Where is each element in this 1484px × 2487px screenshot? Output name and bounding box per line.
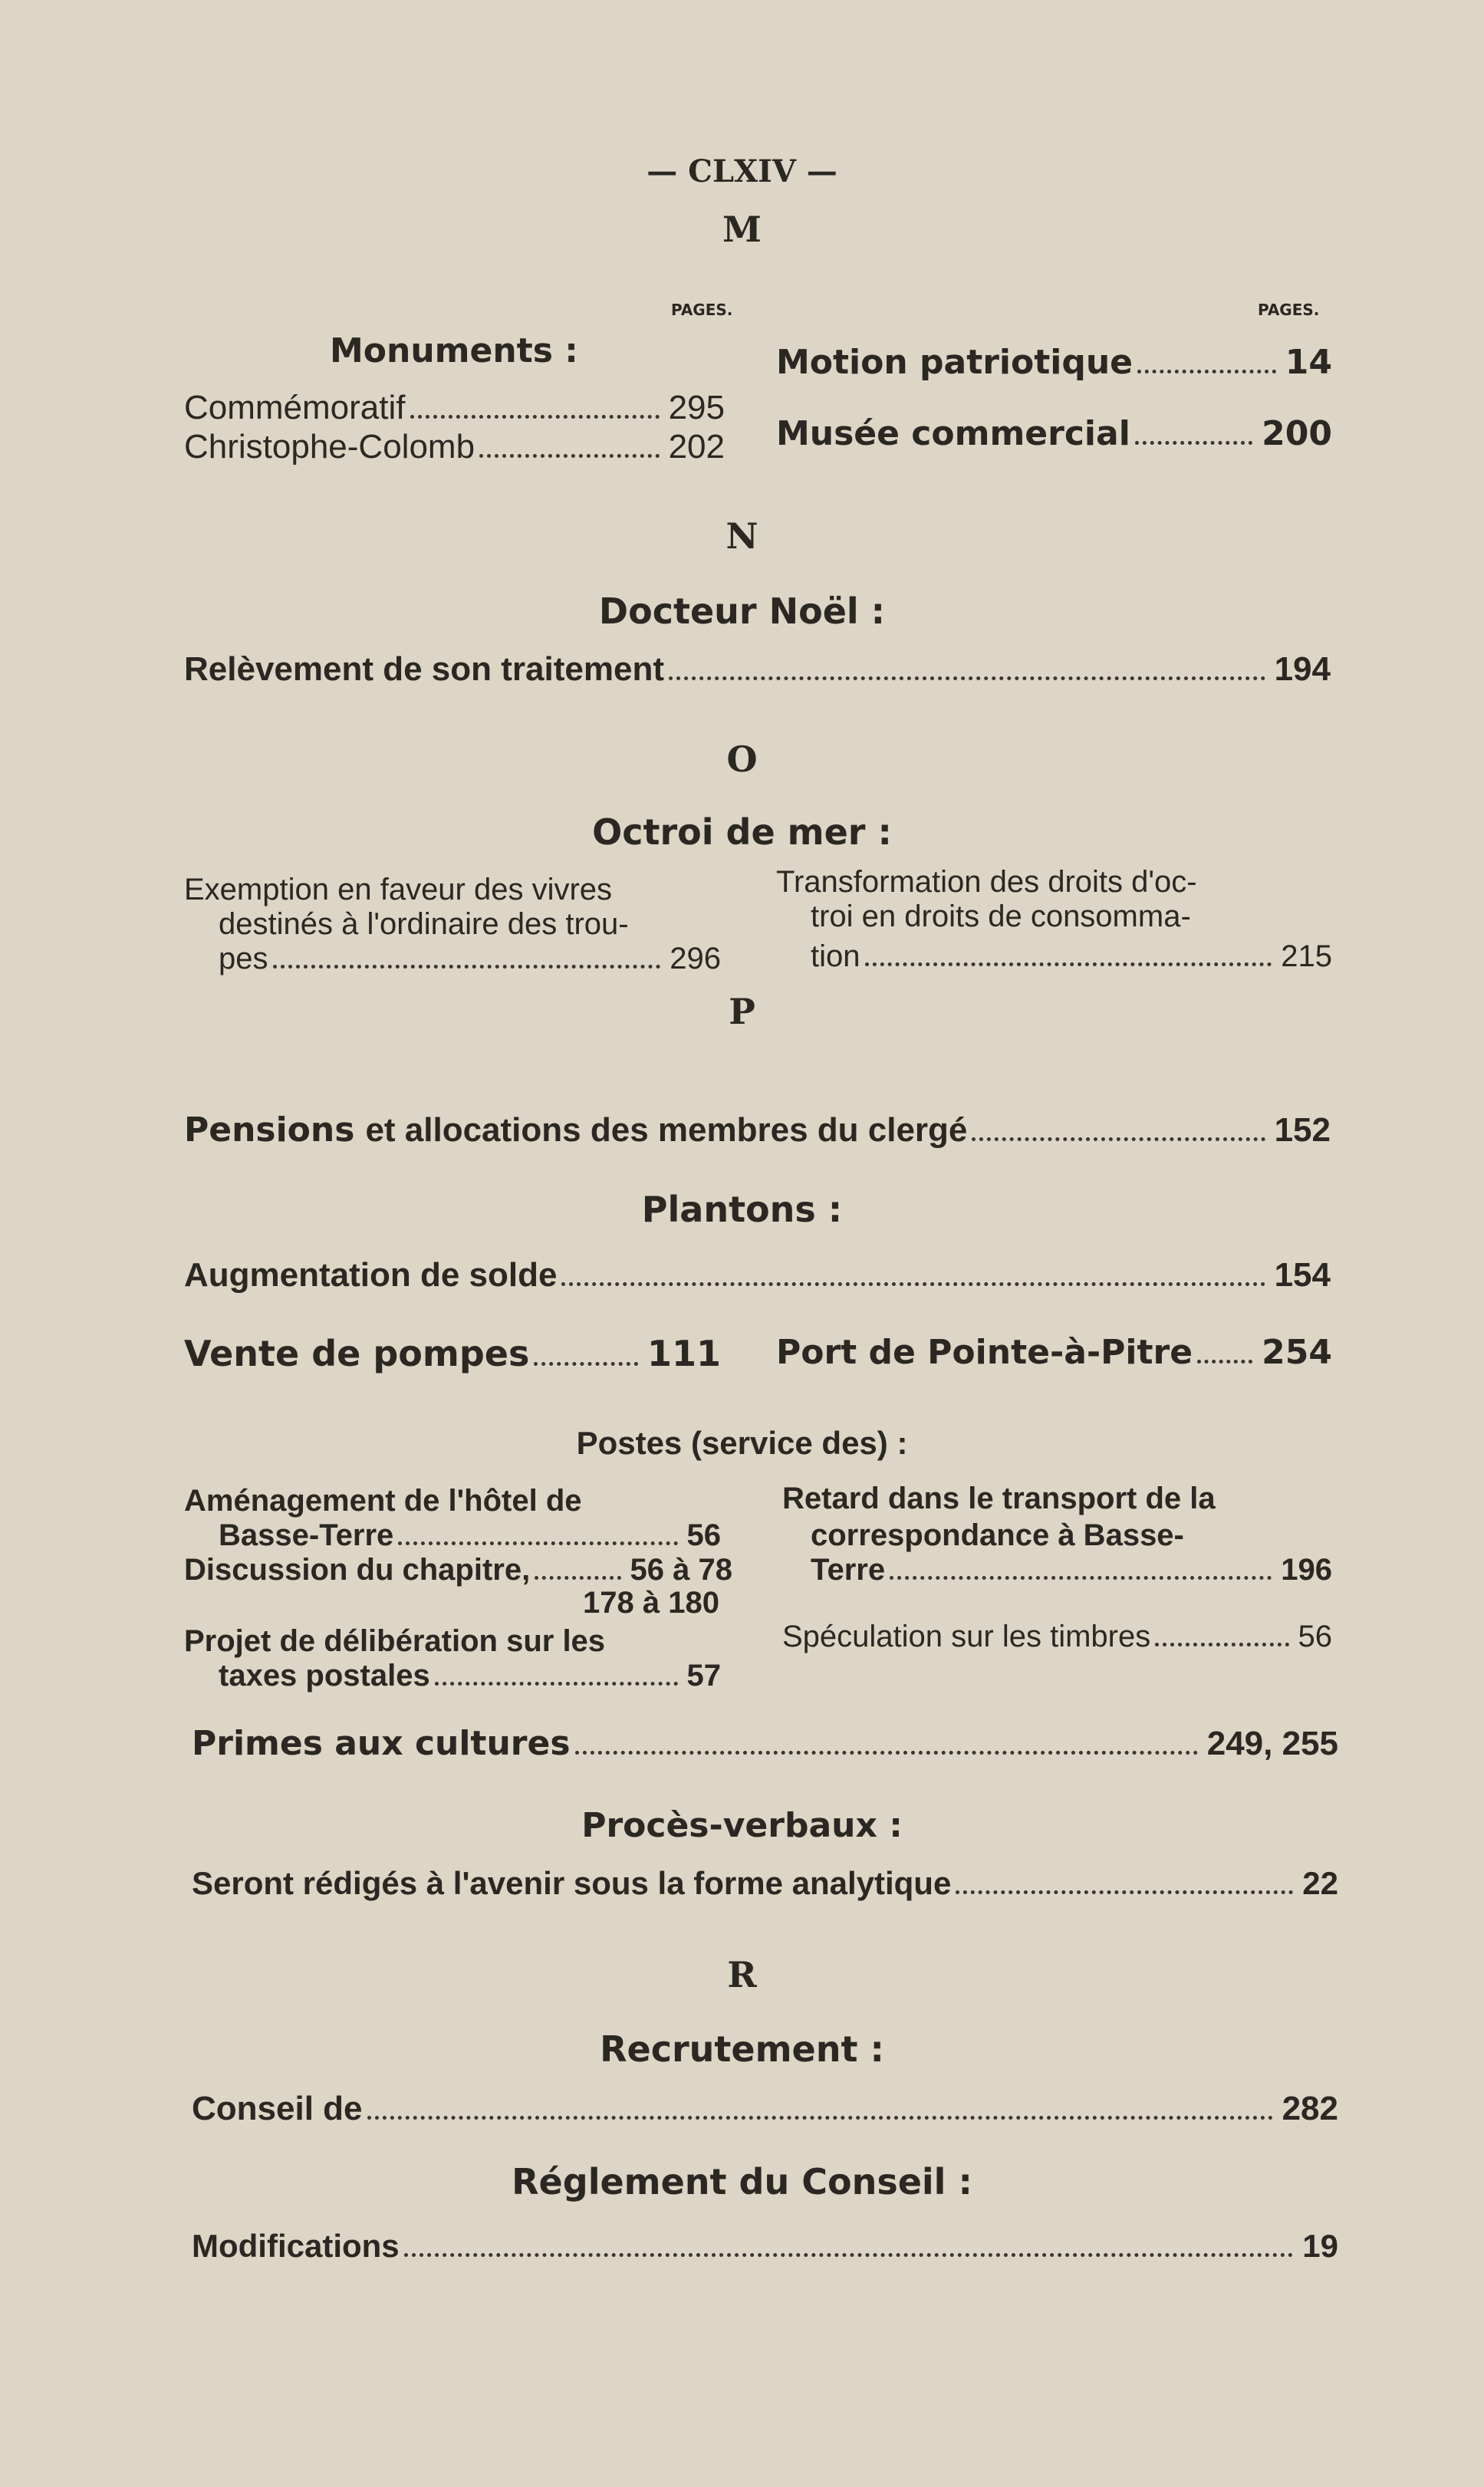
entry-label-lead: Pensions <box>184 1110 355 1150</box>
col-label-right: PAGES. <box>1258 301 1320 319</box>
entry-label: Musée commercial <box>776 414 1130 453</box>
entry-page: 56 <box>686 1518 721 1552</box>
entry-label: Vente de pompes <box>184 1333 530 1374</box>
monuments-heading: Monuments : <box>330 331 578 370</box>
letter-n: N <box>726 515 758 557</box>
entry-page: 14 <box>1285 343 1332 382</box>
recrutement-heading: Recrutement : <box>600 2028 884 2070</box>
col-label-left: PAGES. <box>671 301 733 319</box>
entry-label: Discussion du chapitre, <box>184 1553 531 1587</box>
letter-p: P <box>729 991 755 1032</box>
entry-label: Conseil de <box>192 2090 363 2127</box>
letter-m: M <box>722 209 762 250</box>
exemption-line-2: destinés à l'ordinaire des trou- <box>219 907 629 941</box>
entry-page: 194 <box>1274 650 1331 688</box>
entry-page: 22 <box>1302 1865 1338 1901</box>
entry-label: Motion patriotique <box>776 343 1134 382</box>
entry-port-pointe-a-pitre <box>776 1333 1332 1372</box>
entry-commemoratif <box>184 389 725 427</box>
discussion-pages-2: 178 à 180 <box>583 1586 719 1620</box>
projet-line-1: Projet de délibération sur les <box>184 1624 606 1658</box>
entry-page: 202 <box>668 428 725 465</box>
letter-o: O <box>726 739 758 780</box>
entry-page: 154 <box>1274 1256 1331 1294</box>
amenagement-line-1: Aménagement de l'hôtel de <box>184 1484 582 1518</box>
entry-page: 254 <box>1262 1333 1332 1372</box>
entry-label: Commémoratif <box>184 389 406 426</box>
octroi-heading: Octroi de mer : <box>592 811 892 853</box>
entry-label: taxes postales <box>219 1659 430 1693</box>
entry-page: 296 <box>670 942 721 975</box>
transformation-line-2: troi en droits de consomma- <box>811 900 1191 933</box>
entry-page: 111 <box>647 1333 721 1374</box>
entry-relevement <box>184 650 1331 689</box>
entry-label: Port de Pointe-à-Pitre <box>776 1333 1193 1372</box>
entry-page: 152 <box>1274 1111 1331 1149</box>
docteur-noel-heading: Docteur Noël : <box>598 590 886 632</box>
exemption-line-1: Exemption en faveur des vivres <box>184 873 613 906</box>
entry-page: 295 <box>668 389 725 426</box>
entry-primes <box>192 1724 1338 1763</box>
entry-label: Relèvement de son traitement <box>184 650 664 688</box>
postes-heading: Postes (service des) : <box>576 1425 908 1461</box>
entry-christophe-colomb <box>184 428 725 466</box>
entry-label: Spéculation sur les timbres <box>782 1620 1151 1653</box>
retard-line-1: Retard dans le transport de la <box>782 1482 1216 1515</box>
transformation-line-1: Transformation des droits d'oc- <box>776 865 1197 899</box>
entry-motion-patriotique <box>776 343 1332 382</box>
entry-retard <box>811 1553 1332 1587</box>
plantons-heading: Plantons : <box>641 1189 843 1230</box>
entry-projet <box>219 1659 721 1693</box>
entry-page: 282 <box>1282 2090 1338 2127</box>
entry-label: Terre <box>811 1553 886 1587</box>
entry-musee-commercial <box>776 414 1332 453</box>
entry-label: Modifications <box>192 2228 400 2264</box>
entry-page: 215 <box>1281 939 1332 973</box>
entry-vente-pompes <box>184 1333 721 1374</box>
proces-verbaux-heading: Procès-verbaux : <box>581 1806 903 1845</box>
entry-seront <box>192 1865 1338 1902</box>
entry-modifications <box>192 2228 1338 2265</box>
reglement-heading: Réglement du Conseil : <box>512 2161 972 2202</box>
entry-page: 249, 255 <box>1206 1725 1338 1762</box>
entry-page: 200 <box>1262 414 1332 453</box>
entry-label: tion <box>811 939 860 973</box>
entry-label: Basse-Terre <box>219 1518 394 1552</box>
entry-discussion <box>184 1553 732 1587</box>
entry-page: 56 à 78 <box>630 1553 732 1587</box>
entry-label: Seront rédigés à l'avenir sous la forme analytique <box>192 1865 952 1901</box>
entry-speculation <box>782 1620 1332 1654</box>
letter-r: R <box>727 1954 757 1995</box>
entry-conseil <box>192 2090 1338 2128</box>
entry-page: 196 <box>1281 1553 1332 1587</box>
entry-page: 19 <box>1302 2228 1338 2264</box>
entry-transformation <box>811 939 1332 974</box>
entry-amenagement <box>219 1518 721 1553</box>
entry-augmentation <box>184 1256 1331 1294</box>
entry-exemption <box>219 942 721 976</box>
entry-pensions <box>184 1110 1331 1150</box>
entry-label: et allocations des membres du clergé <box>365 1111 968 1149</box>
entry-label: Christophe-Colomb <box>184 428 475 465</box>
entry-label: pes <box>219 942 268 975</box>
entry-page: 56 <box>1298 1620 1332 1653</box>
entry-label: Primes aux cultures <box>192 1724 571 1763</box>
entry-label: Augmentation de solde <box>184 1256 558 1294</box>
page-number: — CLXIV — <box>647 153 837 189</box>
retard-line-2: correspondance à Basse- <box>811 1518 1184 1552</box>
entry-page: 57 <box>686 1659 721 1693</box>
